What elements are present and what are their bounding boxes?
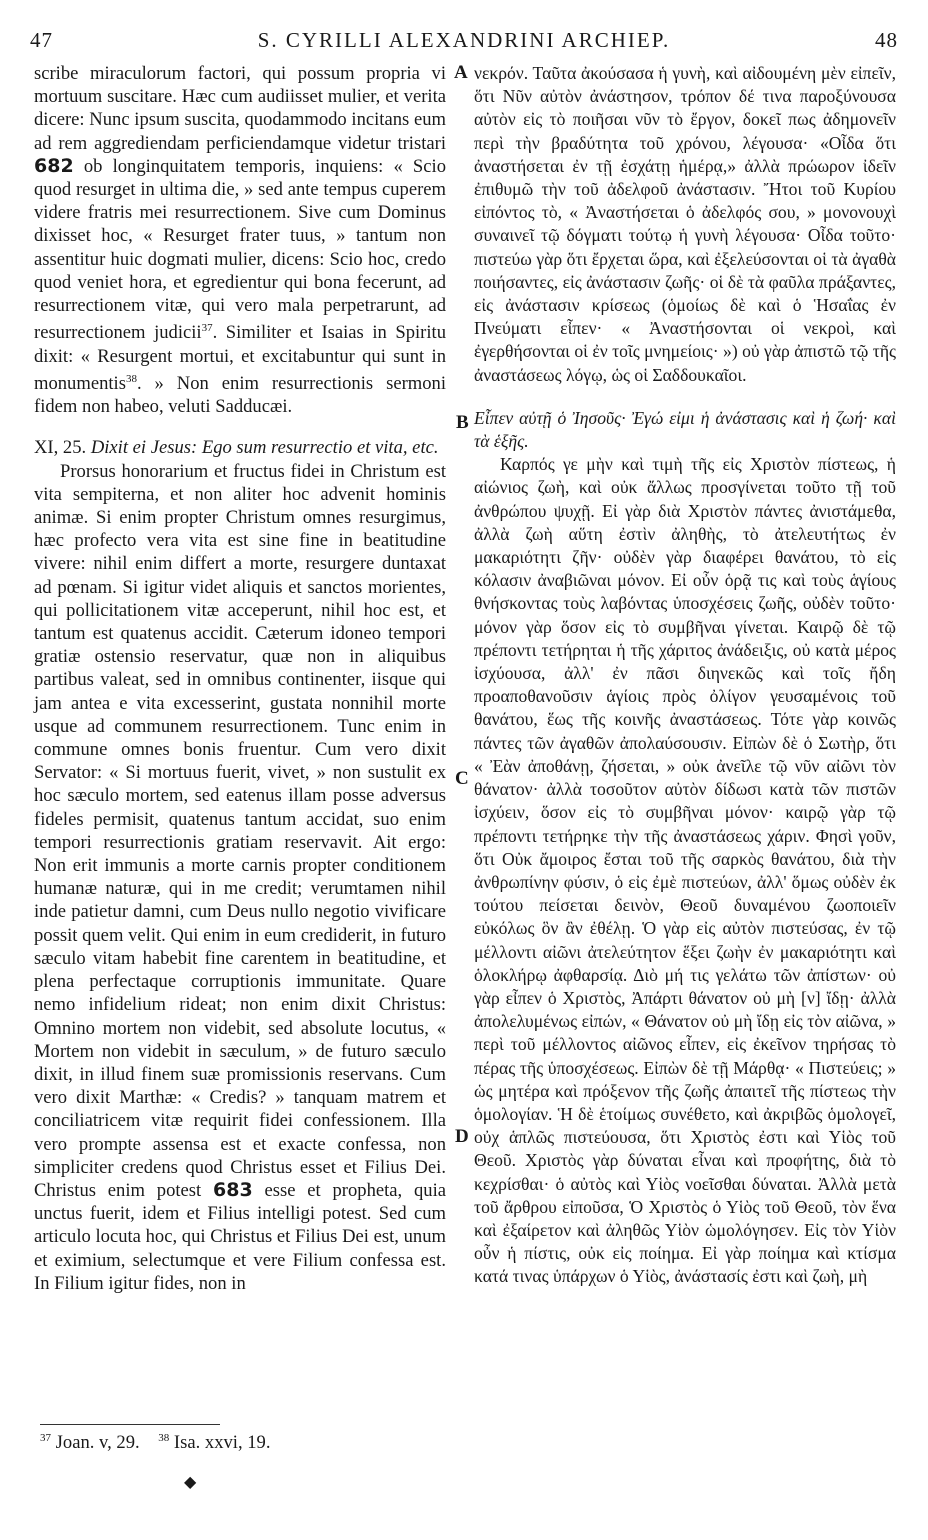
margin-number: 682 xyxy=(34,154,74,177)
section-marker-a: A xyxy=(454,62,468,83)
margin-number: 683 xyxy=(213,1178,253,1201)
footnote-ref: 38 xyxy=(125,372,137,385)
section-marker-c: C xyxy=(455,768,469,789)
greek-lemma: Εἶπεν αὐτῇ ὁ Ἰησοῦς· Ἐγώ εἰμι ἡ ἀνάστασις καὶ ἡ ζωή· καὶ τὰ ἑξῆς. xyxy=(474,407,896,452)
lemma-reference: XI, 25. xyxy=(34,437,87,459)
latin-text: Prorsus honorarium et fructus fidei in Christum est vita sempiterna, et non aliter hoc advenit hominis animæ. Si enim propter Christum omnes resurgimus, hæc profecto vera vita est sine fine in beatitudine vivere: nihil enim differt a morte, resurgere duntaxat ad pœnam. Si igitur videt aliquis et sanctos morientes, qui pollicitationem vitæ acceperunt, nihil hoc est, et tantum est quatenus accidit. Cæterum idoneo tempori gratiæ ostensio reservatur, quæ non in aliquibus partibus valeat, sed in omnibus continenter, iisque qui jam antea e vita excesserint, gustata nonnihil morte usque ad communem resurrectionem. Tunc enim in commune omnes bonis fruentur. Cum vero dixit Servator: « Si mortuus fuerit, vivet, » non sustulit ex hoc sæculo mortem, sed eatenus illam posse adversus fideles permisit, quatenus tantum accidat, suo enim tempori resurrectionis gratiam reservavit. Ait ergo: Non erit immunis a morte carnis propter conditionem humanæ naturæ, qui in me credit; verumtamen nihil inde patietur damni, cum Deus nullo negotio vivificare possit quem velit. Qui enim in eum crediderit, in futuro sæculo vitam habebit fine carentem in beatitudine, et plena perfectaque corruptionis immunitate. Quare nemo infidelium rideat; non enim dixit Christus: Omnino mortem non videbit, sed absolute locutus, « Mortem non videbit in sæculum, » de futuro sæculo dixit, in illud finem suæ promissionis reservans. Cum vero dixit Marthæ: « Credis? » tanquam matrem et conciliatricem vitæ requirit fidei confessionem. Illa vero prompte assensa est et exacte confessa, non simpliciter credens quod Christus esset et Filius Dei. Christus enim potest xyxy=(34,460,446,1201)
latin-column xyxy=(34,62,446,1295)
footnote-text: Isa. xxvi, 19. xyxy=(173,1432,271,1454)
lemma-text: Dixit ei Jesus: Ego sum resurrectio et vita, etc. xyxy=(90,437,439,459)
greek-paragraph: νεκρόν. Ταῦτα ἀκούσασα ἡ γυνὴ, καὶ αἰδουμένη μὲν εἰπεῖν, ὅτι Νῦν αὐτὸν ἀνάστησον, τρόπον δέ τινα παροξύνουσα αὐτὸν εἰς τὸ ποιῆσαι νῦν τὸ ἔργον, δοκεῖ πως ἀδημονεῖν περὶ τὴν βραδύτητα τοῦ χρόνου, λέγουσα· «Οἶδα ὅτι ἀναστήσεται ἐν τῇ ἐσχάτῃ ἡμέρᾳ,» ἀλλὰ πρώωρον ἰδεῖν ἐπιθυμῶ τὴν τοῦ ἀδελφοῦ ἀνάστασιν. Ἤτοι τοῦ Κυρίου εἰπόντος τὸ, « Ἀναστήσεται ὁ ἀδελφός σου, » μονονουχὶ συναινεῖ τῷ δόγματι τούτῳ ἡ γυνὴ λέγουσα· Οἶδα τοῦτο· πιστεύω γὰρ ὅτι ἔρχεται ὥρα, καὶ ἐξελεύσονται οἱ τὰ ἀγαθὰ ποιήσαντες, εἰς ἀνάστασιν ζωῆς· οἱ δὲ τὰ φαῦλα πράξαντες, εἰς ἀνάστασιν κρίσεως (ὁμοίως δὲ καὶ ὁ Ἡσαΐας ἐν Πνεύματι εἶπεν· « Ἀναστήσονται οἱ νεκροὶ, καὶ ἐγερθήσονται οἱ ἐν τοῖς μνημείοις· ») οὐ γὰρ ἀπιστῶ τῷ τῆς ἀναστάσεως λόγῳ, ὡς οἱ Σαδδουκαῖοι. xyxy=(474,63,896,385)
page-number-left: 47 xyxy=(30,28,53,52)
page-header xyxy=(30,28,898,52)
latin-text: esse et propheta, quia unctus fuerit, idem et Filius intelligi potest. Sed cum articulo locuta hoc, qui Christus et Filius Dei est, unum et eximium, selectumque et vere Filium confessa est. In Filium igitur fides, non in xyxy=(34,1179,446,1294)
page-number-right: 48 xyxy=(875,28,898,52)
footnote-number: 38 xyxy=(158,1432,170,1444)
latin-paragraph xyxy=(34,62,446,418)
greek-paragraph: Καρπός γε μὴν καὶ τιμὴ τῆς εἰς Χριστὸν πίστεως, ἡ αἰώνιος ζωὴ, καὶ οὐκ ἄλλως προσγίνεται τοῦτο τῇ τοῦ ἀνθρώπου ψυχῇ. Εἰ γὰρ διὰ Χριστὸν πάντες ἀνιστάμεθα, ἀλλὰ ζωὴ αὕτη ἐστὶν ἀληθὴς, τὸ ἀτελευτήτως ἐν μακαριότητι ζῆν· οὐδὲν γὰρ διαφέρει θανάτου, τὸ εἰς κόλασιν ἀναβιῶναι μόνον. Εἰ οὖν ὁρᾷ τις καὶ τοὺς ἁγίους θνήσκοντας τοὺς λαβόντας ὑποσχέσεις ζωῆς, οὐδὲν τοῦτο· μόνον γὰρ ὅσον εἰς τὸ συμβῆναι γίνεται. Καιρῷ δὲ τῷ πρέποντι τετήρηται ἡ τῆς χάριτος ἀνάδειξις, οὐ κατὰ μέρος ἰσχύουσα, ἀλλ' ἐν πᾶσι διηνεκῶς καὶ τοῖς ἤδη προαποθανοῦσιν ἁγίοις πρὸς ὀλίγον γευσαμένοις τοῦ θανάτου, ἕως τῆς κοινῆς ἀναστάσεως. Τότε γὰρ κοινῶς πάντες τῶν ἀγαθῶν ἀπολαύσουσιν. Εἰπὼν δὲ ὁ Σωτὴρ, ὅτι « Ἐὰν ἀποθάνῃ, ζήσεται, » οὐκ ἀνεῖλε τῷ νῦν αἰῶνι τὸν θάνατον· ἀλλὰ τοσοῦτον αὐτὸν δίδωσι κατὰ τῶν πιστῶν ἰσχύειν, ὅσον εἰς τὸ συμβῆναι μόνον· καιρῷ γὰρ τῷ πρέποντι τετήρηκε τὴν τῆς ἀναστάσεως χάριν. Φησὶ γοῦν, ὅτι Οὐκ ἄμοιρος ἔσται τοῦ τῆς σαρκὸς θανάτου, διὰ τὴν ἀνθρωπίνην φύσιν, ὁ εἰς ἐμὲ πιστεύων, ἀλλ' ὅμως οὐδὲν ἐκ τούτου πείσεται δεινὸν, Θεοῦ δυναμένου ζωοποιεῖν εὐκόλως ὃν ἂν ἐθέλῃ. Ὁ γὰρ εἰς αὐτὸν πιστεύσας, ἐν τῷ μέλλοντι αἰῶνι ἀτελεύτητον ἕξει ζωὴν ἐν μακαριότητι καὶ ὁλοκλήρῳ ἀφθαρσίᾳ. Διὸ μή τις γελάτω τῶν ἀπίστων· οὐ γὰρ εἶπεν ὁ Χριστὸς, Ἀπάρτι θάνατον οὐ μὴ [ν] ἴδῃ· ἀλλὰ ἀπολελυμένως εἰπών, « Θάνατον οὐ μὴ ἴδῃ εἰς τὸν αἰῶνα, » περὶ τοῦ μέλλοντος αἰῶνος εἶπεν, εἰς ἐκεῖνον τηρήσας τὸ πέρας τῆς ὑποσχέσεως. Εἰπὼν δὲ τῇ Μάρθᾳ· « Πιστεύεις; » ὡς μητέρα καὶ πρόξενον τῆς ζωῆς ἀπαιτεῖ τῆς πίστεως τὴν ὁμολογίαν. Ἡ δὲ ἑτοίμως συνέθετο, καὶ ἀκριβῶς ὁμολογεῖ, οὐχ ἁπλῶς πιστεύουσα, ὅτι Χριστὸς ἐστι καὶ Υἱὸς τοῦ Θεοῦ. Χριστὸς γὰρ δύναται εἶναι καὶ προφήτης, διὰ τὸ κεχρίσθαι· ὁ αὐτὸς καὶ Υἱὸς νοεῖσθαι δύναται. Ἀλλὰ μετὰ τοῦ ἄρθρου εἰποῦσα, Ὁ Χριστὸς ὁ Υἱὸς τοῦ Θεοῦ, τὸν ἕνα καὶ ἐξαίρετον καὶ ἀληθῶς Υἱὸν ὡμολόγησεν. Εἰς τὸν Υἱὸν οὖν ἡ πίστις, οὐκ εἰς ποίημα. Εἰ γὰρ ποίημα καὶ κτίσμα κατά τινας ὑπάρχων ὁ Υἱὸς, ἀνάστασίς ἐστι καὶ ζωὴ, μὴ xyxy=(474,454,896,1287)
latin-text: . Similiter et Isaias in Spiritu dixit: « Resurgent mortui, et excitabuntur qui sunt in monumentis xyxy=(34,322,447,395)
ornament-icon: ◆ xyxy=(184,1474,197,1491)
footnote-ref: 37 xyxy=(201,322,213,335)
footnotes xyxy=(40,1432,440,1454)
footnote-number: 37 xyxy=(40,1432,51,1444)
latin-lemma xyxy=(34,436,446,459)
section-marker-d: D xyxy=(455,1126,469,1147)
latin-paragraph xyxy=(34,460,446,1295)
greek-column xyxy=(474,62,896,1289)
latin-text: . » Non enim resurrectionis sermoni fidem non habeo, veluti Sadducæi. xyxy=(34,373,446,418)
footnote-separator xyxy=(40,1424,220,1425)
latin-text: scribe miraculorum factori, qui possum propria vi mortuum suscitare. Hæc cum audiisset mulier, et verita dicere: Nunc ipsum suscita, quodammodo incitans eum ad rem aggrediendam perficiendamque videtur tristari xyxy=(34,63,446,154)
running-title: S. CYRILLI ALEXANDRINI ARCHIEP. xyxy=(257,28,671,52)
footnote-text: Joan. v, 29. xyxy=(55,1432,140,1454)
section-marker-b: B xyxy=(456,412,469,433)
latin-text: ob longinquitatem temporis, inquiens: « Scio quod resurget in ultima die, » sed ante tempus cuperem videre fratris mei resurrectionem. Sive cum Dominus dixisset hoc, « Resurget frater tuus, » tantum non assentitur huic dogmati mulier, dicens: Scio hoc, credo quod veniet hora, et egredientur qui bona fecerunt, ad resurrectionem vitæ, qui vero mala perpetrarunt, ad resurrectionem judicii xyxy=(34,155,446,344)
